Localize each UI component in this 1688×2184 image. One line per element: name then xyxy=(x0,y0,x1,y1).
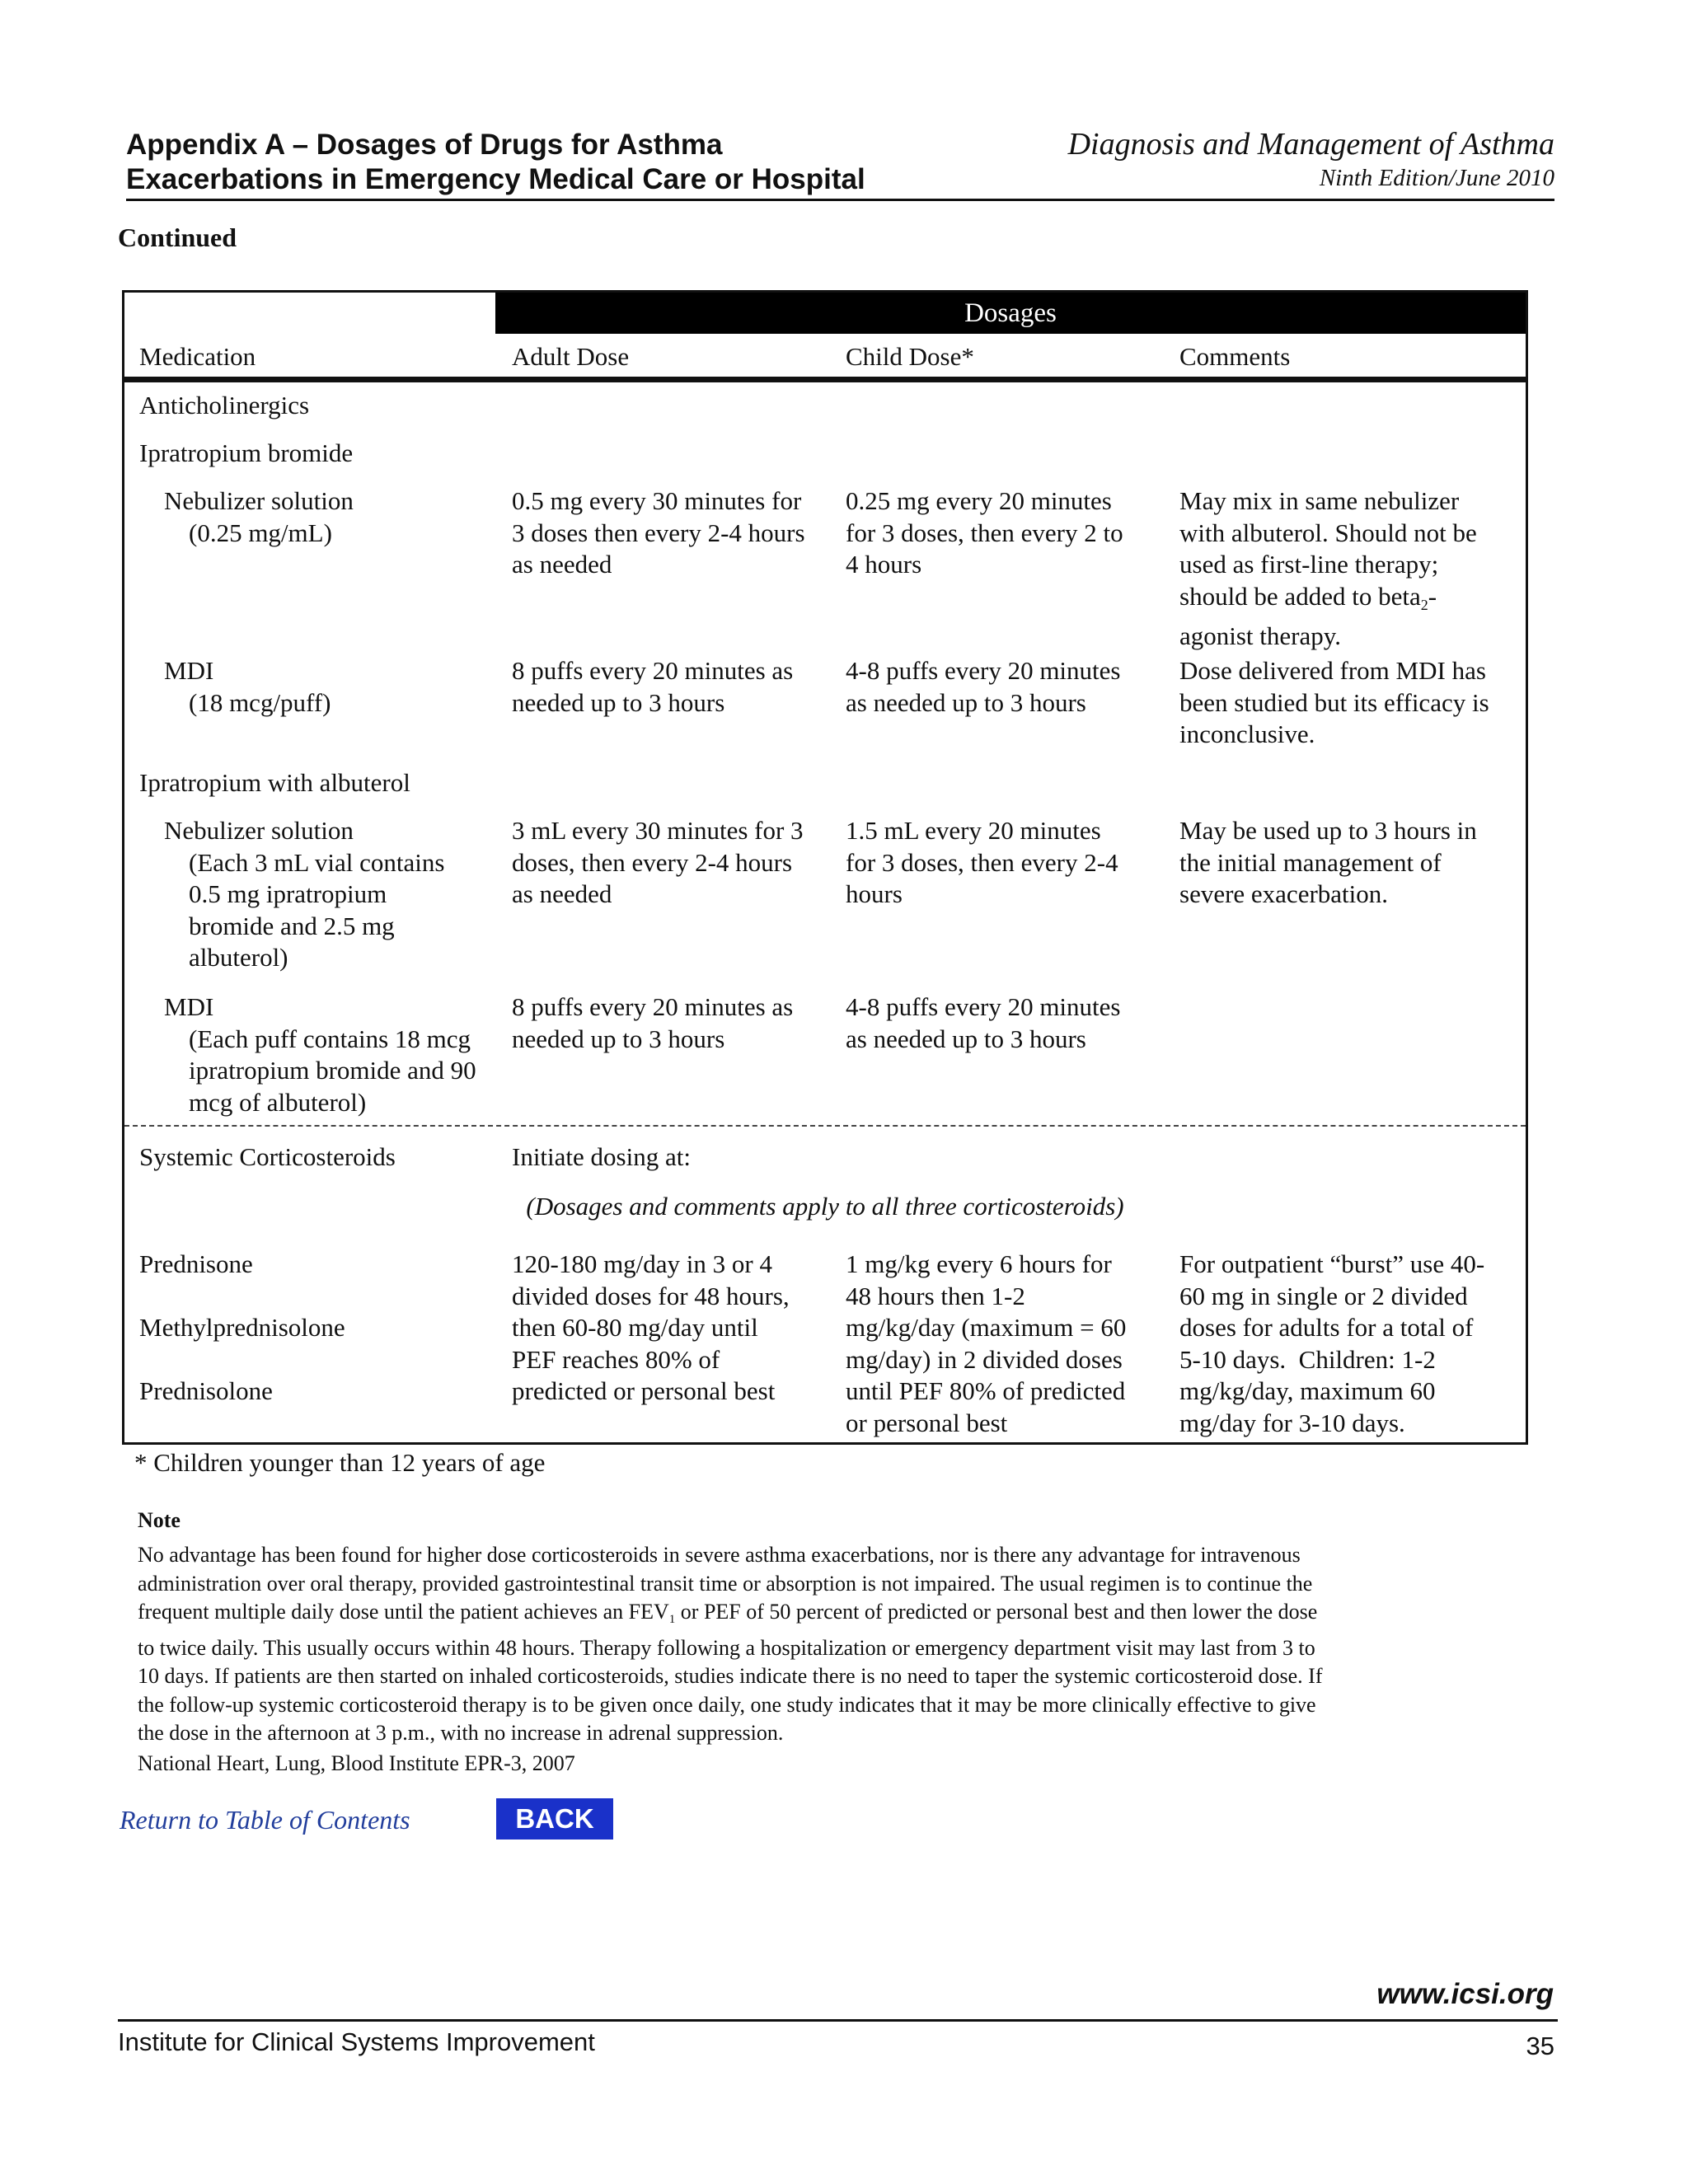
header-divider xyxy=(126,199,1554,201)
note-paragraph: No advantage has been found for higher dose corticosteroids in severe asthma exacerbations, nor is there any advantage for intravenous administration over oral therapy, provided gastrointestinal transit time or absorption is not impaired. The usual regimen is to continue the frequent multiple daily dose until the patient achieves an $FEV_1$ or PEF of 50 percent of predicted or personal best and then lower the dose to twice daily. This usually occurs within 48 hours. Therapy following a hospitalization or emergency department visit may last from 3 to 10 days. If patients are then started on inhaled corticosteroids, studies indicate there is no need to taper the systemic corticosteroid dose. If the follow-up systemic corticosteroid therapy is to be given once daily, one study indicates that it may be more clinically effective to give the dose in the afternoon at 3 p.m., with no increase in adrenal suppression. xyxy=(138,1543,1323,1745)
column-header-comments: Comments xyxy=(1179,342,1291,371)
table-cell-comments: Dose delivered from MDI has been studied but its efficacy is inconclusive. xyxy=(1179,656,1489,748)
table-row-med: MDI (18 mcg/puff) xyxy=(164,656,331,717)
website-url: www.icsi.org xyxy=(1376,1978,1554,2010)
table-cell-child: 1.5 mL every 20 minutes for 3 doses, then every 2-4 hours xyxy=(846,816,1118,908)
table-cell-adult: 8 puffs every 20 minutes as needed up to 3 hours xyxy=(512,656,794,717)
edition-label: Ninth Edition/June 2010 xyxy=(1319,165,1554,191)
table-cell-comments: May be used up to 3 hours in the initial management of severe exacerbation. xyxy=(1179,816,1477,908)
column-header-child-dose: Child Dose* xyxy=(846,342,974,371)
steroid-prednisone: Prednisone xyxy=(139,1249,253,1278)
footer-divider xyxy=(118,2019,1558,2022)
initiate-dosing-label: Initiate dosing at: xyxy=(512,1142,691,1171)
back-button[interactable]: BACK xyxy=(496,1798,613,1840)
continued-label: Continued xyxy=(118,223,237,252)
table-cell-child: 4-8 puffs every 20 minutes as needed up to 3 hours xyxy=(846,656,1121,717)
table-cell-child: 0.25 mg every 20 minutes for 3 doses, then every 2 to 4 hours xyxy=(846,486,1123,579)
return-to-toc-link[interactable]: Return to Table of Contents xyxy=(120,1805,410,1835)
drug-ipratropium-bromide: Ipratropium bromide xyxy=(139,438,354,467)
note-heading: Note xyxy=(138,1508,181,1532)
column-header-medication: Medication xyxy=(139,342,256,371)
category-anticholinergics: Anticholinergics xyxy=(139,391,310,419)
dosages-group-header: Dosages xyxy=(495,293,1526,334)
table-cell-child: 1 mg/kg every 6 hours for 48 hours then 1-2 mg/kg/day (maximum = 60 mg/day) in 2 divided doses until PEF 80% of predicted or personal best xyxy=(846,1249,1127,1437)
table-row-med: MDI (Each puff contains 18 mcg ipratropium bromide and 90 mcg of albuterol) xyxy=(164,992,476,1117)
table-cell-adult: 0.5 mg every 30 minutes for 3 doses then every 2-4 hours as needed xyxy=(512,486,805,579)
drug-ipratropium-with-albuterol: Ipratropium with albuterol xyxy=(139,768,410,797)
table-cell-adult: 3 mL every 30 minutes for 3 doses, then every 2-4 hours as needed xyxy=(512,816,804,908)
table-row-med: Nebulizer solution (0.25 mg/mL) xyxy=(164,486,354,547)
source-citation: National Heart, Lung, Blood Institute EPR-3, 2007 xyxy=(138,1751,575,1775)
steroid-prednisolone: Prednisolone xyxy=(139,1376,273,1405)
category-systemic-corticosteroids: Systemic Corticosteroids xyxy=(139,1142,396,1171)
table-cell-adult: 120-180 mg/day in 3 or 4 divided doses for 48 hours, then 60-80 mg/day until PEF reaches 80% of predicted or personal best xyxy=(512,1249,790,1405)
organization-name: Institute for Clinical Systems Improvement xyxy=(118,2027,595,2056)
appendix-title: Appendix A – Dosages of Drugs for Asthma Exacerbations in Emergency Medical Care or Hospital xyxy=(126,129,865,195)
column-header-adult-dose: Adult Dose xyxy=(512,342,630,371)
table-cell-comments: May mix in same nebulizer with albuterol. Should not be used as first-line therapy; should be added to beta$_2$- agonist therapy. xyxy=(1179,486,1477,650)
section-divider xyxy=(124,1125,1526,1127)
table-cell-adult: 8 puffs every 20 minutes as needed up to 3 hours xyxy=(512,992,794,1053)
page-number: 35 xyxy=(1526,2032,1554,2060)
table-row-med: Nebulizer solution (Each 3 mL vial contains 0.5 mg ipratropium bromide and 2.5 mg albuterol) xyxy=(164,816,445,972)
header-rule xyxy=(124,377,1526,382)
corticosteroid-apply-note: (Dosages and comments apply to all three corticosteroids) xyxy=(526,1192,1124,1221)
dosage-table xyxy=(122,290,1528,1445)
table-footnote: * Children younger than 12 years of age xyxy=(134,1448,546,1477)
document-title: Diagnosis and Management of Asthma Ninth Edition/June 2010 xyxy=(1067,127,1554,191)
steroid-methylprednisolone: Methylprednisolone xyxy=(139,1313,345,1342)
table-cell-comments: For outpatient “burst” use 40- 60 mg in single or 2 divided doses for adults for a total of 5-10 days. Children: 1-2 mg/kg/day, maximum 60 mg/day for 3-10 days. xyxy=(1179,1249,1485,1437)
table-cell-child: 4-8 puffs every 20 minutes as needed up to 3 hours xyxy=(846,992,1121,1053)
